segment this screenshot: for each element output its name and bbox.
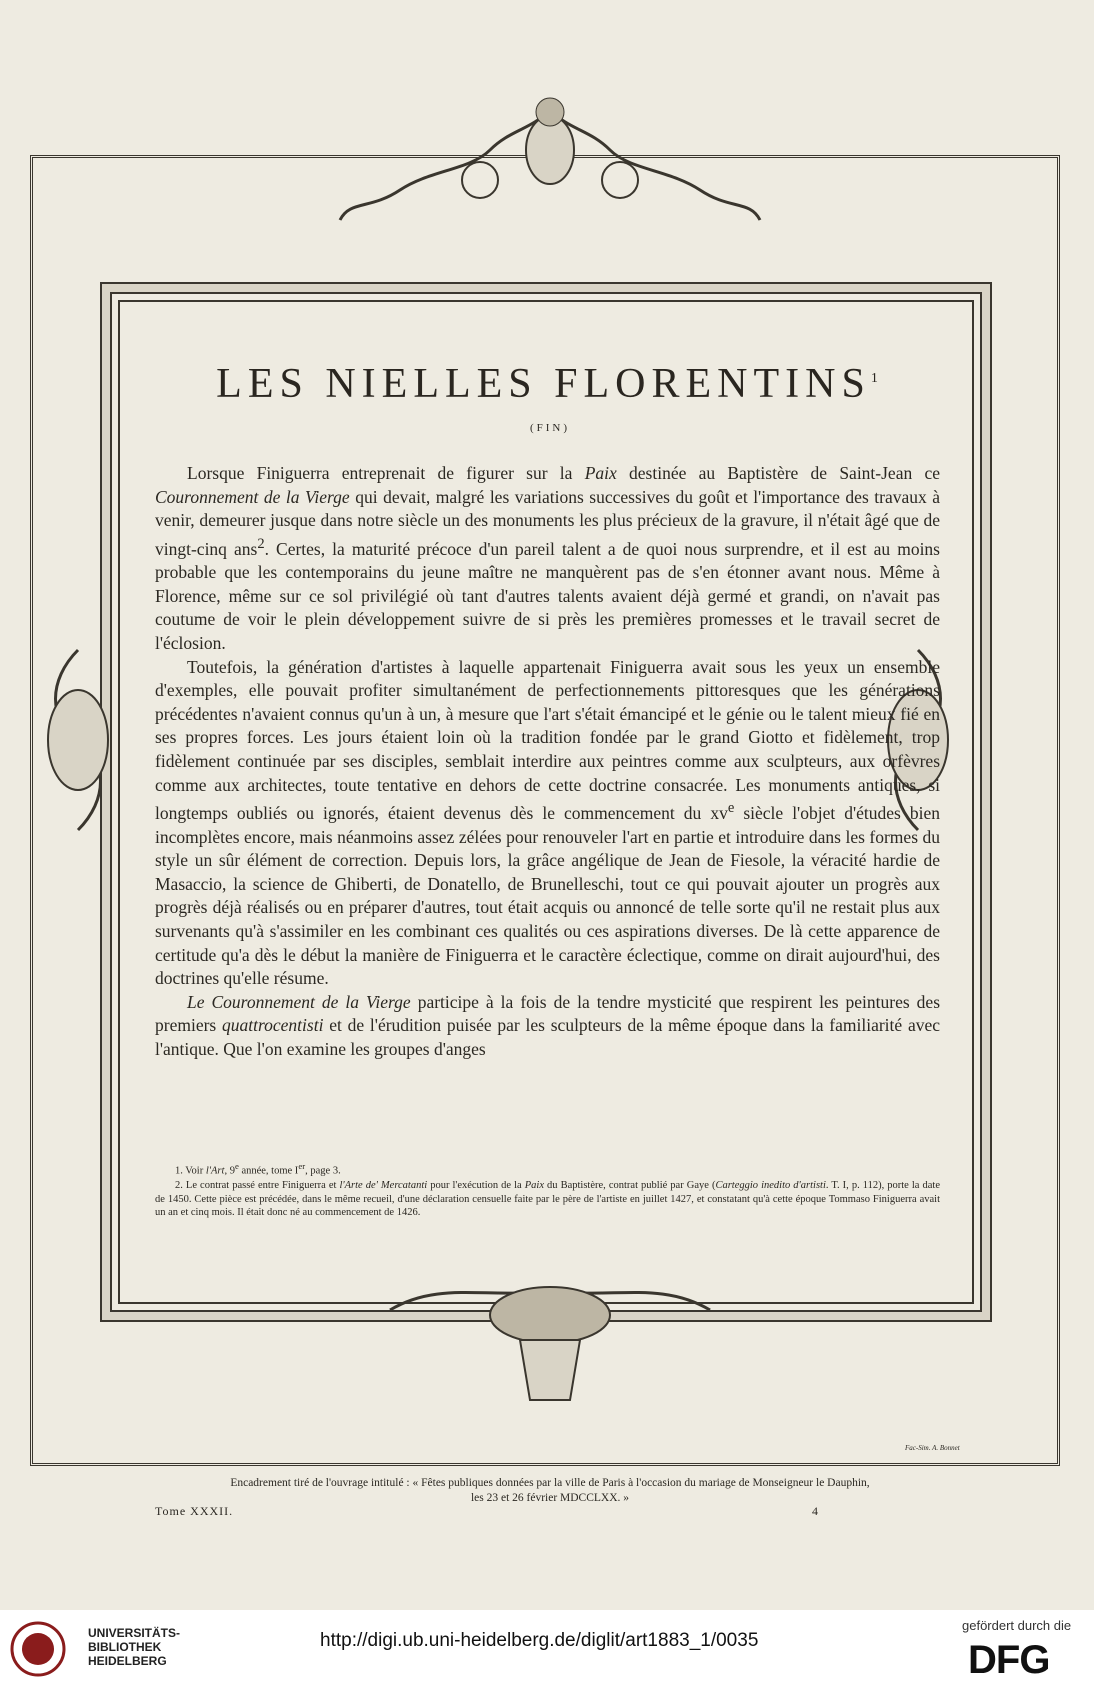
paragraph-1: Lorsque Finiguerra entreprenait de figurer sur la Paix destinée au Baptistère de Saint-Jean ce Couronnement de la Vierge qui devait, malgré les variations successives du goût et l'importance des travaux à venir, demeurer jusque dans notre siècle un des monuments les plus précieux de la gravure, il n'était âgé que de vingt-cinq ans$^2$. Certes, la maturité précoce d'un pareil talent a de quoi nous surprendre, et il est au moins probable que les contemporains du jeune maître ne manquèrent pas de s'en étonner avant nous. Même à Florence, même sur ce sol privilégié où tant d'autres talents avaient déjà germé et grandi, on n'avait pas coutume de voir le plein développement suivre de si près les premières promesses et le travail secret de l'éclosion.	[155, 463, 941, 653]
paragraph-3: Le Couronnement de la Vierge participe à la fois de la tendre mysticité que respirent les peintures des premiers quattrocentisti et de l'érudition puisée par les sculpteurs de la même époque dans la familiarité avec l'antique. Que l'on examine les groupes d'anges	[155, 991, 940, 1059]
permalink-url[interactable]: http://digi.ub.uni-heidelberg.de/diglit/art1883_1/0035	[320, 1630, 759, 1651]
bottom-fruit-ornament	[380, 1270, 720, 1410]
digitization-footer	[0, 1610, 1094, 1692]
tome-label: Tome XXXII.	[155, 1504, 234, 1518]
caption-line-2: les 23 et 26 février MDCCLXX. »	[470, 1492, 630, 1504]
funder-label: gefördert durch die	[962, 1618, 1072, 1633]
institution-name: UNIVERSITÄTS- BIBLIOTHEK HEIDELBERG	[88, 1626, 181, 1668]
caption-line-1: Encadrement tiré de l'ouvrage intitulé : « Fêtes publiques données par la ville de Paris à l'occasion du mariage de Monseigneur le Dauphin,	[230, 1477, 870, 1489]
article-body	[155, 462, 940, 1062]
left-side-ornament	[28, 640, 128, 840]
frame-caption	[120, 1476, 980, 1506]
paragraph-2: Toutefois, la génération d'artistes à laquelle appartenait Finiguerra avait sous les yeux un ensemble d'exemples, elle pouvait profiter simultanément de perfectionnements pittoresques que les générations précédentes n'avaient connus qu'un à un, à mesure que l'art s'était émancipé et le génie ou le talent mieux fié en ses propres forces. Les jours étaient loin où la tradition fondée par le grand Giotto et fidèlement, trop fidèlement continuée par ses disciples, semblait interdire aux peintres comme aux sculpteurs, aux orfèvres comme aux architectes, toute tentative en dehors de cette doctrine consacrée. Les monuments antiques, si longtemps oubliés ou ignorés, étaient devenus dès le commencement du $xv^e$ siècle l'objet d'études bien incomplètes encore, mais néanmoins assez zélées pour renouveler l'art en partie et introduire dans les formes du style un sûr élément de correction. Depuis lors, la grâce angélique de Jean de Fiesole, la véracité hardie de Masaccio, la science de Ghiberti, de Donatello, de Brunelleschi, tout ce qui pouvait ajouter un progrès aux progrès déjà réalisés ou en préparer d'autres, tout était acquis ou annoncé de telle sorte qu'il ne restait plus aux survenants qu'à s'assimiler en les combinant ces qualités ou ces aspirations diverses. De là cette apparence de certitude qu'a dès le début la manière de Finiguerra et le caractère éclectique, comme on dirait aujourd'hui, des doctrines qu'elle résume.	[155, 656, 940, 989]
top-cartouche-ornament	[330, 90, 770, 230]
dfg-logo: DFG	[968, 1638, 1050, 1682]
university-seal-icon	[8, 1618, 80, 1680]
engraver-credit: Fac-Sim. A. Bonnet	[905, 1444, 960, 1452]
footnotes	[155, 1160, 940, 1221]
footnote-1: 1. Voir l'Art, 9e année, tome Ier, page 3.	[175, 1161, 341, 1177]
article-subtitle: (FIN)	[529, 422, 571, 434]
footnote-2: 2. Le contrat passé entre Finiguerra et l'Arte de' Mercatanti pour l'exécution de la Paix du Baptistère, contrat publié par Gaye (Carteggio inedito d'artisti. T. I, p. 112), porte la date de 1450. Cette pièce est précédée, dans le même recueil, d'une déclaration censuelle faite par le père de l'artiste en juillet 1427, et constatant qu'à cette époque Tommaso Finiguerra avait un an et cinq mois. Il était donc né au commencement de 1426.	[155, 1180, 940, 1218]
article-title: LES NIELLES FLORENTINS$^1$	[216, 361, 884, 407]
page-number: 4	[812, 1504, 818, 1518]
